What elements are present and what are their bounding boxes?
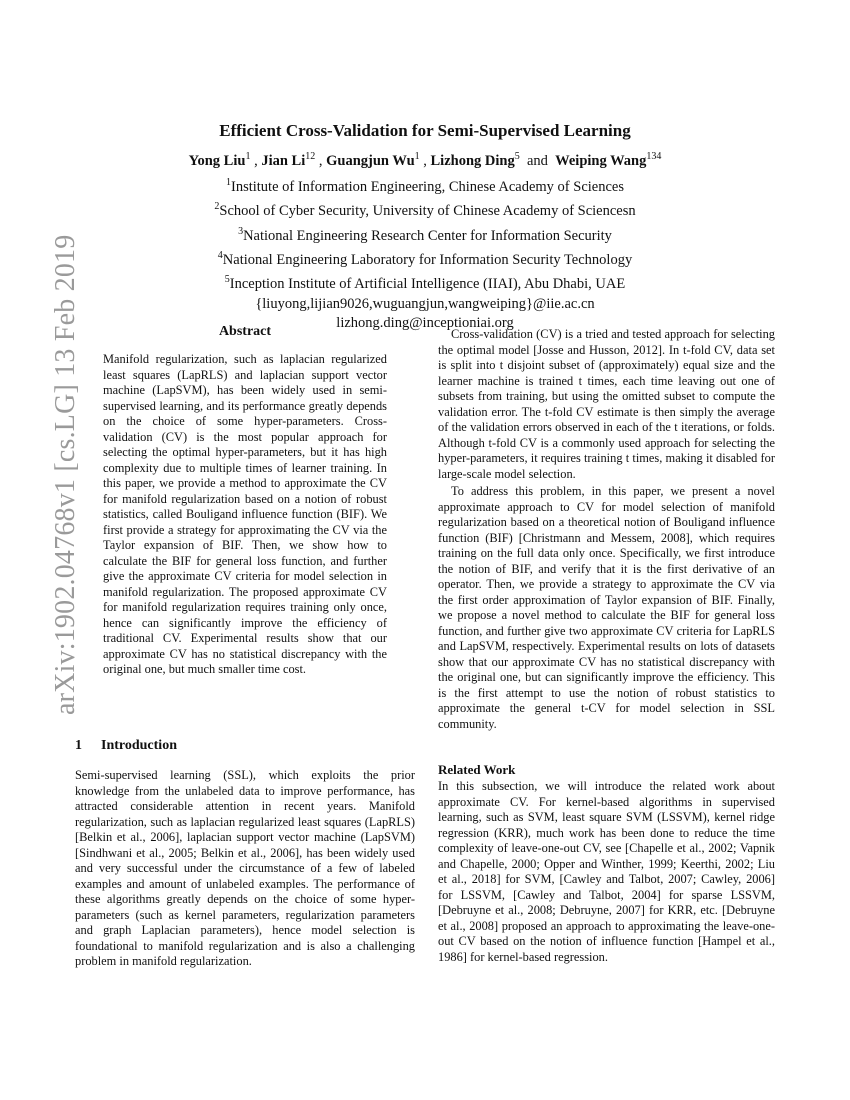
affiliation-line	[0, 270, 850, 294]
section-heading-introduction	[75, 738, 177, 754]
affiliation-line	[0, 246, 850, 270]
email-line: lizhong.ding@inceptioniai.org	[336, 315, 514, 332]
author-affiliation-marker: 1	[414, 151, 420, 162]
author-name: Weiping Wang	[555, 152, 647, 169]
affiliation-number: 4	[217, 249, 223, 261]
related-work-heading: Related Work	[438, 762, 516, 777]
author-affiliation-marker: 134	[646, 151, 662, 162]
arxiv-identifier: arXiv:1902.04768v1 [cs.LG] 13 Feb 2019	[50, 234, 81, 715]
affiliation-number: 3	[238, 225, 244, 237]
related-work-paragraph: In this subsection, we will introduce the related work about approximate CV. For kernel-based algorithms in supervised learning, such as SVM, least square SVM (LSSVM), kernel ridge regression (KRR), much work has been done to reduce the time complexity of leave-one-out CV, see [Chapelle et al., 2002; Vapnik and Chapelle, 2000; Opper and Winther, 1999; Keerthi, 2002; Liu et al., 2018] for SVM, [Cawley and Talbot, 2007; Cawley, 2006] for LSSVM, [Cawley and Talbot, 2004] for sparse LSSVM, [Debruyne et al., 2008; Debruyne, 2007] for KRR, etc. [Debruyne et al., 2008] proposed an approach to approximating the leave-one-out CV based on the notion of influence function [Hampel et al., 1986] for kernel-based regression.	[438, 779, 775, 964]
affiliation-text: Institute of Information Engineering, Chinese Academy of Sciences	[230, 178, 624, 195]
affiliation-text: National Engineering Research Center for Information Security	[243, 227, 612, 244]
author-list	[0, 151, 850, 170]
affiliation-line	[0, 197, 850, 221]
right-column-body	[438, 327, 775, 732]
author-name: Yong Liu	[188, 152, 246, 169]
cv-paragraph: Cross-validation (CV) is a tried and tested approach for selecting the optimal model [Josse and Husson, 2012]. In t-fold CV, data set is split into t disjoint subset of (approximately) equal size and the learner machine is trained t times, each time leaving out one of subsets from training, but using the omitted subset to compute the validation error. The t-fold CV estimate is then simply the average of the validation errors observed in each of the t iterations, or folds. Although t-fold CV is a commonly used approach for selecting the hyper-parameters, it requires training t times, making it disabled for large-scale model selection.	[438, 327, 775, 481]
author-affiliation-marker: 12	[305, 151, 316, 162]
introduction-body	[75, 768, 415, 970]
introduction-paragraph: Semi-supervised learning (SSL), which exploits the prior knowledge from the unlabeled data to improve performance, has attracted considerable attention in recent years. Manifold regularization, such as laplacian regularized least squares (LapRLS) [Belkin et al., 2006], laplacian support vector machine (LapSVM) [Sindhwani et al., 2005; Belkin et al., 2006], has been widely used and very successful under the circumstance of a few of labeled examples and amount of unlabeled examples. The performance of these algorithms greatly depends on the choice of some hyper-parameters (such as kernel parameters, regularization parameters and graph Laplacian parameters), hence model selection is foundational to manifold regularization and is also a challenging problem in manifold regularization.	[75, 768, 415, 968]
author-affiliation-marker: 5	[514, 151, 520, 162]
paper-title: Efficient Cross-Validation for Semi-Supervised Learning	[219, 121, 631, 140]
affiliation-line	[0, 222, 850, 246]
author-name: Lizhong Ding	[430, 152, 515, 169]
affiliation-block	[0, 173, 850, 334]
author-conjunction: and	[526, 152, 548, 169]
affiliation-number: 5	[224, 274, 230, 286]
email-line: {liuyong,lijian9026,wuguangjun,wangweiping}@iie.ac.cn	[255, 295, 595, 312]
author-name: Guangjun Wu	[326, 152, 415, 169]
author-separator: ,	[318, 152, 323, 169]
abstract-text: Manifold regularization, such as laplacian regularized least squares (LapRLS) and laplacian support vector machine (LapSVM), has been widely used in semi-supervised learning, and its performance greatly depends on the choice of some hyper-parameters. Cross-validation (CV) is the most popular approach for selecting the optimal hyper-parameters, but it has high complexity due to multiple times of learner training. In this paper, we provide a method to approximate the CV for manifold regularization based on a notion of robust statistics, called Bouligand influence function (BIF). We first provide a strategy for approximating the CV via the Taylor expansion of BIF. Then, we show how to calculate the BIF for general loss function, and further give the approximate CV criteria for model selection in manifold regularization. The proposed approximate CV for manifold regularization requires training only once, hence can significantly improve the efficiency of traditional CV. Experimental results show that our approximate CV has no statistical discrepancy with the original one, but much smaller time cost.	[103, 352, 387, 676]
author-separator: ,	[423, 152, 427, 169]
section-title: Introduction	[101, 738, 177, 753]
affiliation-text: National Engineering Laboratory for Information Security Technology	[222, 251, 633, 268]
affiliation-text: Inception Institute of Artificial Intelligence (IIAI), Abu Dhabi, UAE	[229, 276, 626, 293]
abstract-heading: Abstract	[218, 324, 272, 339]
affiliation-number: 2	[214, 201, 220, 213]
abstract-body	[103, 352, 387, 678]
section-number: 1	[75, 738, 82, 753]
affiliation-line	[0, 173, 850, 197]
author-affiliation-marker: 1	[245, 151, 251, 162]
affiliation-text: School of Cyber Security, University of Chinese Academy of Sciencesn	[219, 203, 636, 220]
related-work-body	[438, 779, 775, 965]
affiliation-number: 1	[225, 177, 231, 188]
author-name: Jian Li	[261, 152, 306, 169]
approach-paragraph: To address this problem, in this paper, we present a novel approximate approach to CV for model selection of manifold regularization based on a theoretical notion of Bouligand influence function (BIF) [Christmann and Messem, 2008], which requires training on the full data only once. Specifically, we first introduce the notion of BIF, and verify that it is the first derivative of an operator. Then, we provide a strategy to approximate the CV via the first order approximation of Taylor expansion of BIF. Finally, we propose a novel method to calculate the BIF for general loss function, and further give two approximate CV criteria for LapRLS and LapSVM, respectively. Experimental results on lots of datasets show that our approximate CV has no statistical discrepancy with the original one, but can significantly improve the efficiency. This is the first attempt to use the notion of robust statistics to approximate the general t-CV for model selection in SSL community.	[438, 484, 775, 731]
author-separator: ,	[254, 152, 258, 169]
